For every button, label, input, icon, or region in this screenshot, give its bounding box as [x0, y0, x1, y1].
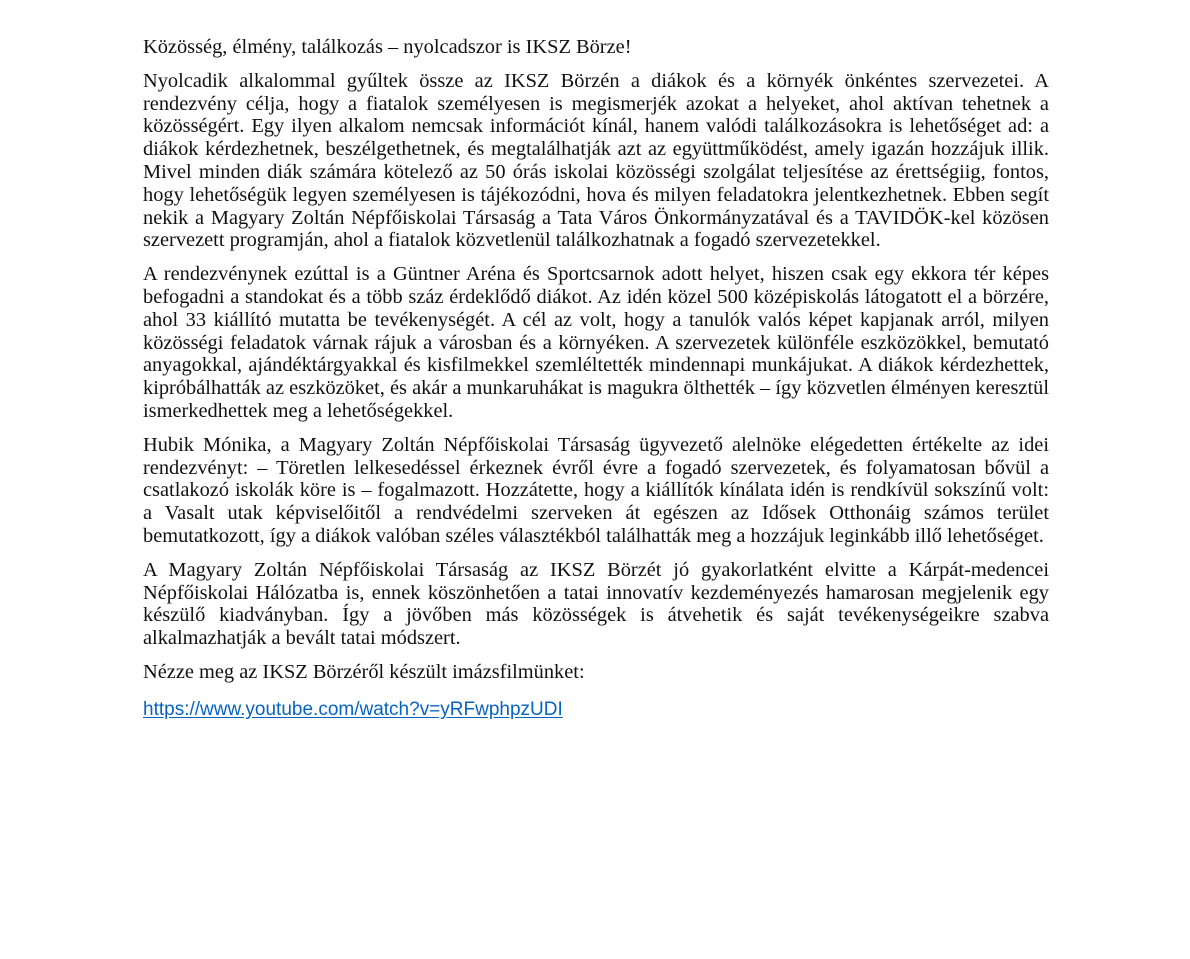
paragraph-intro: Nyolcadik alkalommal gyűltek össze az IKSZ Börzén a diákok és a környék önkéntes szervezetei. A rendezvény célja, hogy a fiatalok személyesen is megismerjék azokat a helyeket, ahol aktívan tehetnek a közösségért. Egy ilyen alkalom nemcsak információt kínál, hanem valódi találkozásokra is lehetőséget ad: a diákok kérdezhetnek, beszélgethetnek, és megtalálhatják azt az együttműködést, amely igazán hozzájuk illik. Mivel minden diák számára kötelező az 50 órás iskolai közösségi szolgálat teljesítése az érettségiig, fontos, hogy lehetőségük legyen személyesen is tájékozódni, hova és milyen feladatokra jelentkezhetnek. Ebben segít nekik a Magyary Zoltán Népfőiskolai Társaság a Tata Város Önkormányzatával és a TAVIDÖK-kel közösen szervezett programján, ahol a fiatalok közvetlenül találkozhatnak a fogadó szervezetekkel. [143, 69, 1049, 252]
paragraph-quote: Hubik Mónika, a Magyary Zoltán Népfőiskolai Társaság ügyvezető alelnöke elégedetten értékelte az idei rendezvényt: – Töretlen lelkesedéssel érkeznek évről évre a fogadó szervezetek, és folyamatosan bővül a csatlakozó iskolák köre is – fogalmazott. Hozzátette, hogy a kiállítók kínálata idén is rendkívül sokszínű volt: a Vasalt utak képviselőitől a rendvédelmi szerveken át egészen az Idősek Otthonáig számos terület bemutatkozott, így a diákok valóban széles választékból találhatták meg a hozzájuk leginkább illő lehetőséget. [143, 433, 1049, 547]
video-link-line [143, 698, 1049, 722]
article-title: Közösség, élmény, találkozás – nyolcadszor is IKSZ Börze! [143, 36, 632, 58]
document-page [143, 36, 1049, 722]
video-prompt: Nézze meg az IKSZ Börzéről készült imázsfilmünket: [143, 660, 585, 683]
youtube-video-link[interactable]: https://www.youtube.com/watch?v=yRFwphpzUDI [143, 698, 563, 720]
paragraph-good-practice: A Magyary Zoltán Népfőiskolai Társaság az IKSZ Börzét jó gyakorlatként elvitte a Kárpát-medencei Népfőiskolai Hálózatba is, ennek köszönhetően a tatai innovatív kezdeményezés hamarosan megjelenik egy készülő kiadványban. Így a jövőben más közösségek is átvehetik és saját tevékenységeikre szabva alkalmazhatják a bevált tatai módszert. [143, 558, 1049, 650]
paragraph-venue: A rendezvénynek ezúttal is a Güntner Aréna és Sportcsarnok adott helyet, hiszen csak egy ekkora tér képes befogadni a standokat és a több száz érdeklődő diákot. Az idén közel 500 középiskolás látogatott el a börzére, ahol 33 kiállító mutatta be tevékenységét. A cél az volt, hogy a tanulók valós képet kapjanak arról, milyen közösségi feladatok várnak rájuk a városban és a környéken. A szervezetek különféle eszközökkel, bemutató anyagokkal, ajándéktárgyakkal és kisfilmekkel szemléltették mindennapi munkájukat. A diákok kérdezhettek, kipróbálhatták az eszközöket, és akár a munkaruhákat is magukra ölthették – így közvetlen élményen keresztül ismerkedhettek meg a lehetőségekkel. [143, 263, 1049, 422]
